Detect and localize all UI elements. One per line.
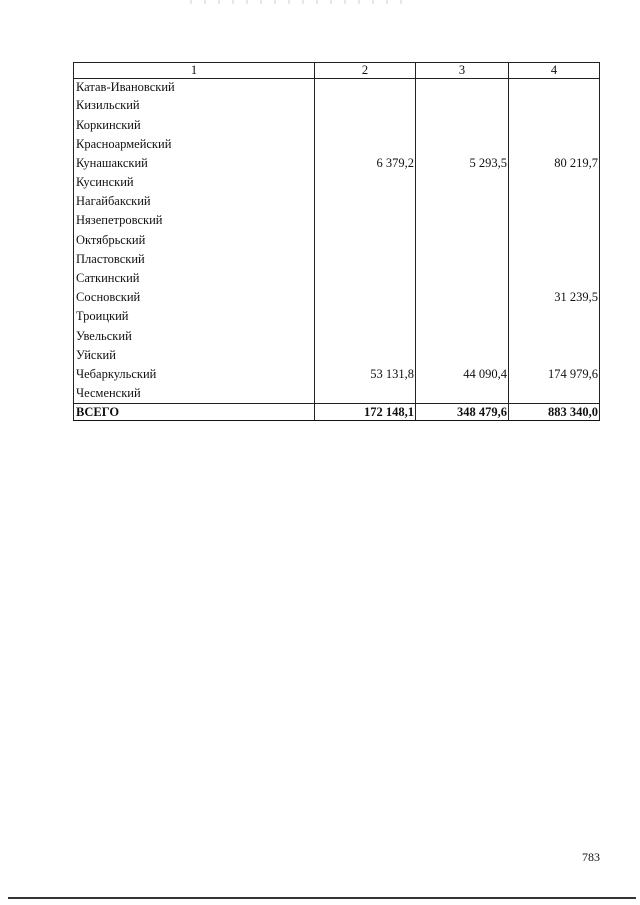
district-name-cell: Чесменский <box>74 384 315 404</box>
table-row <box>74 230 600 249</box>
value-cell-col-3 <box>416 192 509 211</box>
value-cell-col-3 <box>416 345 509 364</box>
value-cell-col-4 <box>509 384 600 404</box>
district-name-cell: Троицкий <box>74 307 315 326</box>
district-name-cell: Кизильский <box>74 96 315 115</box>
value-cell-col-4 <box>509 134 600 153</box>
value-cell-col-3 <box>416 230 509 249</box>
value-cell-col-2 <box>315 345 416 364</box>
district-name-cell: Нязепетровский <box>74 211 315 230</box>
total-col-3: 348 479,6 <box>416 404 509 421</box>
value-cell-col-4 <box>509 230 600 249</box>
value-cell-col-2 <box>315 79 416 97</box>
district-name-cell: Уйский <box>74 345 315 364</box>
budget-table <box>73 62 600 421</box>
value-cell-col-2: 53 131,8 <box>315 365 416 384</box>
value-cell-col-3 <box>416 211 509 230</box>
value-cell-col-3: 5 293,5 <box>416 154 509 173</box>
table-row <box>74 115 600 134</box>
header-col-2: 2 <box>315 63 416 79</box>
value-cell-col-3 <box>416 288 509 307</box>
value-cell-col-4: 174 979,6 <box>509 365 600 384</box>
bottom-rule <box>8 897 636 899</box>
value-cell-col-4 <box>509 115 600 134</box>
value-cell-col-3 <box>416 134 509 153</box>
total-row <box>74 404 600 421</box>
value-cell-col-2 <box>315 269 416 288</box>
table-row <box>74 134 600 153</box>
value-cell-col-2 <box>315 96 416 115</box>
value-cell-col-3 <box>416 96 509 115</box>
value-cell-col-4 <box>509 79 600 97</box>
value-cell-col-4 <box>509 96 600 115</box>
table-row <box>74 384 600 404</box>
district-name-cell: Пластовский <box>74 250 315 269</box>
value-cell-col-3 <box>416 79 509 97</box>
value-cell-col-2 <box>315 211 416 230</box>
table-row <box>74 211 600 230</box>
district-name-cell: Катав-Ивановский <box>74 79 315 97</box>
value-cell-col-3 <box>416 326 509 345</box>
total-label: ВСЕГО <box>74 404 315 421</box>
value-cell-col-4 <box>509 192 600 211</box>
value-cell-col-3 <box>416 269 509 288</box>
table-row <box>74 345 600 364</box>
value-cell-col-4 <box>509 269 600 288</box>
table-row <box>74 326 600 345</box>
value-cell-col-2 <box>315 115 416 134</box>
value-cell-col-4 <box>509 307 600 326</box>
table-row <box>74 79 600 97</box>
district-name-cell: Саткинский <box>74 269 315 288</box>
value-cell-col-3: 44 090,4 <box>416 365 509 384</box>
table-body <box>74 79 600 404</box>
scan-artifact <box>190 0 410 4</box>
value-cell-col-2 <box>315 134 416 153</box>
table-row <box>74 250 600 269</box>
district-name-cell: Октябрьский <box>74 230 315 249</box>
district-name-cell: Нагайбакский <box>74 192 315 211</box>
value-cell-col-3 <box>416 250 509 269</box>
value-cell-col-4: 31 239,5 <box>509 288 600 307</box>
value-cell-col-4: 80 219,7 <box>509 154 600 173</box>
page-number: 783 <box>582 850 600 864</box>
district-name-cell: Сосновский <box>74 288 315 307</box>
total-col-4: 883 340,0 <box>509 404 600 421</box>
value-cell-col-4 <box>509 173 600 192</box>
value-cell-col-4 <box>509 345 600 364</box>
table-row <box>74 192 600 211</box>
table-header <box>74 63 600 79</box>
district-name-cell: Увельский <box>74 326 315 345</box>
value-cell-col-2 <box>315 173 416 192</box>
table-row <box>74 365 600 384</box>
header-col-4: 4 <box>509 63 600 79</box>
value-cell-col-2: 6 379,2 <box>315 154 416 173</box>
total-col-2: 172 148,1 <box>315 404 416 421</box>
table-row <box>74 154 600 173</box>
value-cell-col-3 <box>416 173 509 192</box>
district-name-cell: Коркинский <box>74 115 315 134</box>
value-cell-col-2 <box>315 307 416 326</box>
value-cell-col-3 <box>416 307 509 326</box>
table-row <box>74 307 600 326</box>
district-name-cell: Чебаркульский <box>74 365 315 384</box>
value-cell-col-3 <box>416 384 509 404</box>
district-name-cell: Кусинский <box>74 173 315 192</box>
header-col-1: 1 <box>74 63 315 79</box>
header-col-3: 3 <box>416 63 509 79</box>
table-footer <box>74 404 600 421</box>
value-cell-col-2 <box>315 326 416 345</box>
district-name-cell: Красноармейский <box>74 134 315 153</box>
value-cell-col-3 <box>416 115 509 134</box>
value-cell-col-4 <box>509 250 600 269</box>
value-cell-col-2 <box>315 230 416 249</box>
table-row <box>74 269 600 288</box>
value-cell-col-2 <box>315 384 416 404</box>
header-row <box>74 63 600 79</box>
table-row <box>74 96 600 115</box>
district-name-cell: Кунашакский <box>74 154 315 173</box>
value-cell-col-2 <box>315 250 416 269</box>
table-row <box>74 173 600 192</box>
value-cell-col-4 <box>509 211 600 230</box>
table-row <box>74 288 600 307</box>
value-cell-col-2 <box>315 192 416 211</box>
value-cell-col-4 <box>509 326 600 345</box>
value-cell-col-2 <box>315 288 416 307</box>
